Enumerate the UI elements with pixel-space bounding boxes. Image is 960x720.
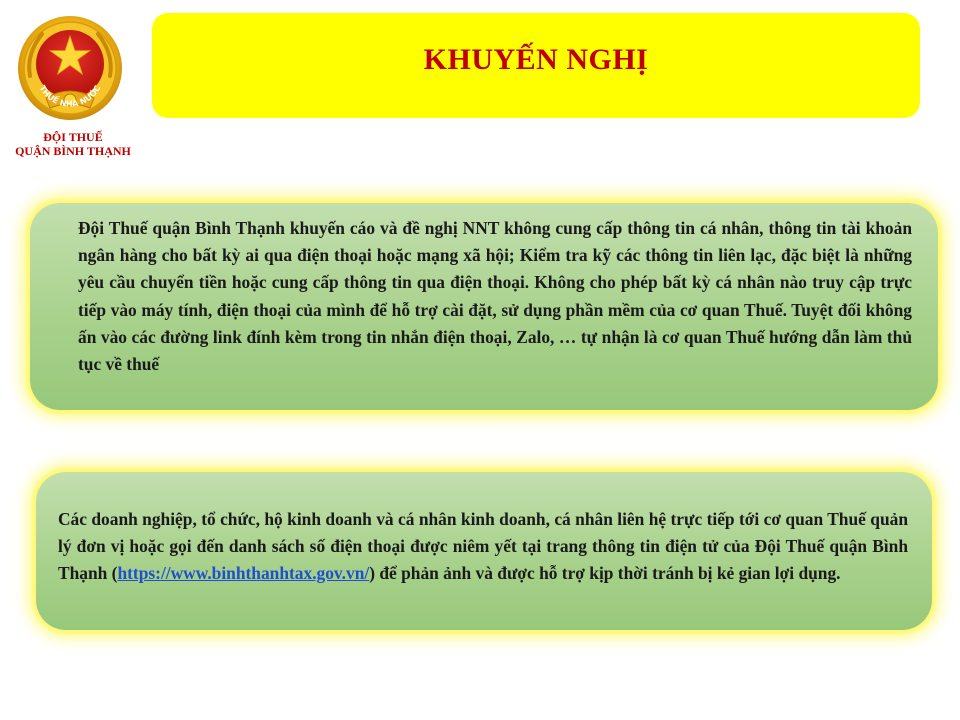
recommendation-text-2-before: Các doanh nghiệp, tổ chức, hộ kinh doanh và cá nhân kinh doanh, cá nhân liên hệ trực tiếp tới cơ quan Thuế quản lý đơn vị hoặc gọi đến danh sách số điện thoại được niêm yết tại trang thông tin điện tử của Đội Thuế quận Bình Thạnh ( [58, 509, 908, 583]
recommendation-text-2-after: ) để phản ảnh và được hỗ trợ kịp thời tránh bị kẻ gian lợi dụng. [369, 563, 841, 583]
recommendation-card-1 [30, 203, 938, 410]
organization-name [0, 130, 146, 158]
logo-arc-text: THUẾ NHÀ NƯỚC [37, 83, 103, 109]
tax-website-link[interactable]: https://www.binhthanhtax.gov.vn/ [117, 563, 370, 583]
title-banner [152, 13, 920, 118]
org-name-line-2: QUẬN BÌNH THẠNH [15, 144, 131, 158]
org-name-line-1: ĐỘI THUẾ [43, 130, 103, 144]
recommendation-text-2 [58, 506, 908, 587]
recommendation-text-1: Đội Thuế quận Bình Thạnh khuyến cáo và đề nghị NNT không cung cấp thông tin cá nhân, thông tin tài khoản ngân hàng cho bất kỳ ai qua điện thoại hoặc mạng xã hội; Kiểm tra kỹ các thông tin liên lạc, đặc biệt là những yêu cầu chuyển tiền hoặc cung cấp thông tin qua điện thoại. Không cho phép bất kỳ cá nhân nào truy cập trực tiếp vào máy tính, điện thoại của mình để hỗ trợ cài đặt, sử dụng phần mềm của cơ quan Thuế. Tuyệt đối không ấn vào các đường link đính kèm trong tin nhắn điện thoại, Zalo, … tự nhận là cơ quan Thuế hướng dẫn làm thủ tục về thuế [78, 218, 912, 375]
recommendation-card-2 [36, 472, 932, 630]
tax-emblem-logo [16, 14, 124, 122]
page-title: KHUYẾN NGHỊ [423, 42, 649, 76]
